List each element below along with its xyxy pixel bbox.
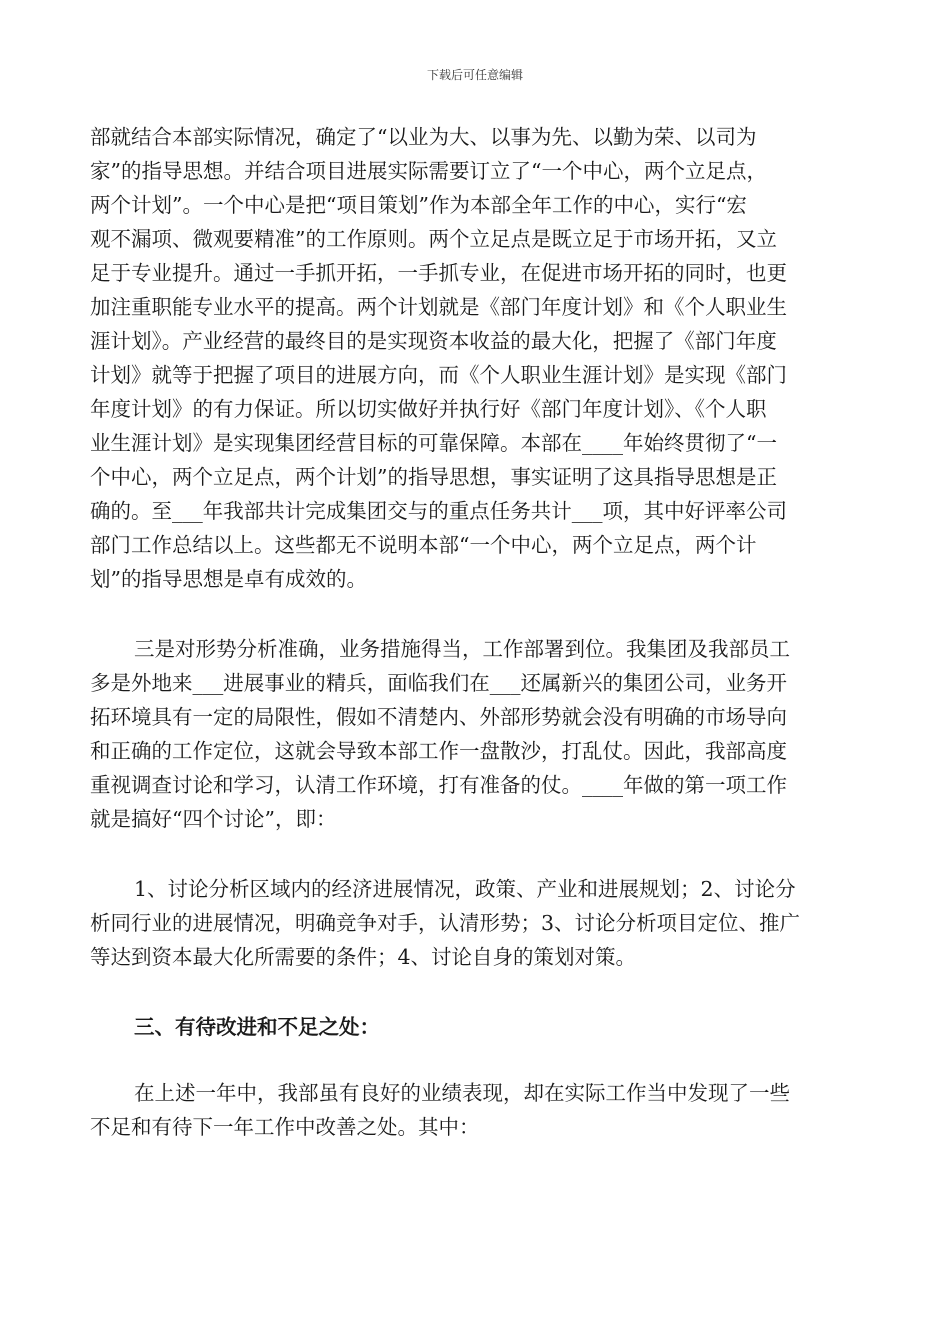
text-line: 家”的指导思想。并结合项目进展实际需要订立了“一个中心，两个立足点，: [90, 159, 767, 183]
text-line: 部就结合本部实际情况，确定了“以业为大、以事为先、以勤为荣、以司为: [90, 125, 757, 149]
text-line: 三是对形势分析准确，业务措施得当，工作部署到位。我集团及我部员工: [134, 637, 790, 661]
text-line: 加注重职能专业水平的提高。两个计划就是《部门年度计划》和《个人职业生: [90, 295, 787, 319]
paragraph-2: [90, 632, 860, 836]
paragraph-spacer: [90, 1044, 860, 1076]
text-line: 观不漏项、微观要精准”的工作原则。两个立足点是既立足于市场开拓，又立: [90, 227, 777, 251]
text-line: 个中心，两个立足点，两个计划”的指导思想，事实证明了这具指导思想是正: [90, 465, 777, 489]
text-line: 拓环境具有一定的局限性，假如不清楚内、外部形势就会没有明确的市场导向: [90, 705, 787, 729]
text-line: 就是搞好“四个讨论”，即：: [90, 807, 337, 831]
text-line: 不足和有待下一年工作中改善之处。其中：: [90, 1115, 480, 1139]
paragraph-4: [90, 1076, 860, 1144]
text-line: 涯计划》。产业经营的最终目的是实现资本收益的最大化，把握了《部门年度: [90, 329, 777, 353]
text-line: 划”的指导思想是卓有成效的。: [90, 567, 367, 591]
text-line: 业生涯计划》是实现集团经营目标的可靠保障。本部在____年始终贯彻了“一: [90, 431, 777, 455]
text-line: 确的。至___年我部共计完成集团交与的重点任务共计___项，其中好评率公司: [90, 499, 787, 523]
paragraph-1: [90, 120, 860, 596]
text-line: 部门工作总结以上。这些都无不说明本部“一个中心，两个立足点，两个计: [90, 533, 757, 557]
text-line: 计划》就等于把握了项目的进展方向，而《个人职业生涯计划》是实现《部门: [90, 363, 787, 387]
text-line: 等达到资本最大化所需要的条件；4、讨论自身的策划对策。: [90, 945, 637, 969]
text-line: 析同行业的进展情况，明确竞争对手，认清形势；3、讨论分析项目定位、推广: [90, 911, 801, 935]
text-line: 年度计划》的有力保证。所以切实做好并执行好《部门年度计划》、《个人职: [90, 397, 767, 421]
text-line: 在上述一年中，我部虽有良好的业绩表现，却在实际工作当中发现了一些: [134, 1081, 790, 1105]
page-header: 下载后可任意编辑: [426, 68, 523, 82]
paragraph-spacer: [90, 974, 860, 1010]
section-heading: 三、有待改进和不足之处：: [134, 1015, 380, 1039]
paragraph-3: [90, 872, 860, 974]
text-line: 足于专业提升。通过一手抓开拓，一手抓专业，在促进市场开拓的同时，也更: [90, 261, 787, 285]
text-line: 两个计划”。一个中心是把“项目策划”作为本部全年工作的中心，实行“宏: [90, 193, 747, 217]
text-line: 和正确的工作定位，这就会导致本部工作一盘散沙，打乱仗。因此，我部高度: [90, 739, 787, 763]
text-line: 重视调查讨论和学习，认清工作环境，打有准备的仗。____年做的第一项工作: [90, 773, 787, 797]
text-line: 多是外地来___进展事业的精兵，面临我们在___还属新兴的集团公司，业务开: [90, 671, 787, 695]
paragraph-spacer: [90, 836, 860, 872]
text-line: 1、讨论分析区域内的经济进展情况，政策、产业和进展规划；2、讨论分: [134, 877, 796, 901]
document-body: [90, 120, 860, 1144]
paragraph-spacer: [90, 596, 860, 632]
